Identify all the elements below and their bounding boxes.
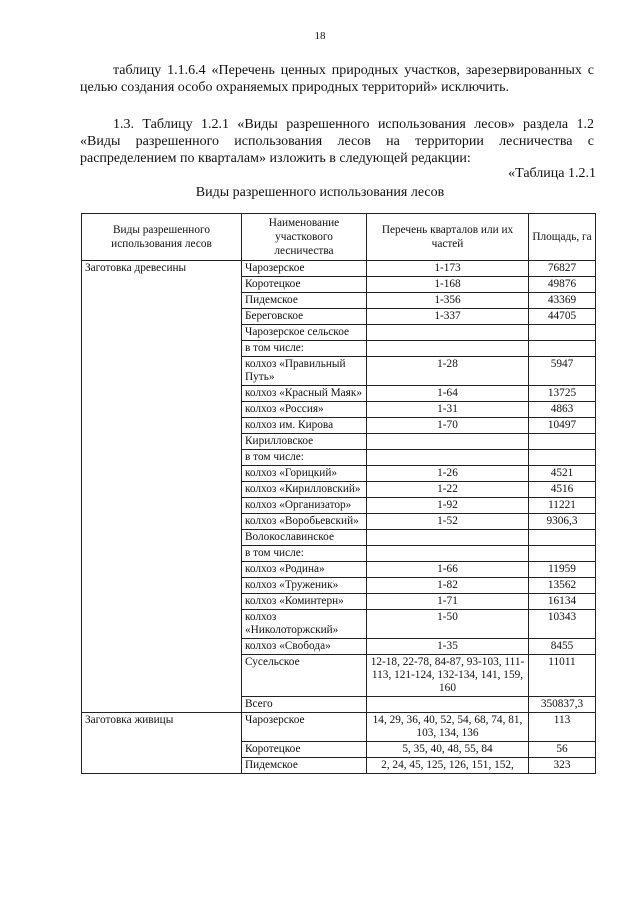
table-reference: «Таблица 1.2.1 — [508, 166, 596, 181]
area-cell: 76827 — [529, 261, 596, 277]
area-cell: 4516 — [529, 482, 596, 498]
area-cell: 323 — [529, 758, 596, 774]
forestry-name-cell: колхоз «Горицкий» — [242, 466, 367, 482]
quarters-cell: 1-50 — [367, 610, 529, 639]
quarters-cell: 14, 29, 36, 40, 52, 54, 68, 74, 81, 103, 134, 136 — [367, 713, 529, 742]
forestry-name-cell: Коротецкое — [242, 742, 367, 758]
quarters-cell: 1-31 — [367, 402, 529, 418]
quarters-cell: 5, 35, 40, 48, 55, 84 — [367, 742, 529, 758]
forestry-name-cell: колхоз «Родина» — [242, 562, 367, 578]
quarters-cell: 1-168 — [367, 277, 529, 293]
quarters-cell: 1-64 — [367, 386, 529, 402]
quarters-cell: 1-71 — [367, 594, 529, 610]
forestry-name-cell: Кирилловское — [242, 434, 367, 450]
quarters-cell: 1-26 — [367, 466, 529, 482]
forestry-name-cell: Пидемское — [242, 758, 367, 774]
quarters-cell: 1-173 — [367, 261, 529, 277]
forestry-name-cell: Береговское — [242, 309, 367, 325]
page-number: 18 — [314, 30, 326, 42]
area-cell: 10497 — [529, 418, 596, 434]
forestry-name-cell: Пидемское — [242, 293, 367, 309]
quarters-cell — [367, 546, 529, 562]
quarters-cell — [367, 341, 529, 357]
quarters-cell: 2, 24, 45, 125, 126, 151, 152, — [367, 758, 529, 774]
area-cell: 350837,3 — [529, 697, 596, 713]
quarters-cell — [367, 325, 529, 341]
area-cell: 11221 — [529, 498, 596, 514]
quarters-cell: 1-356 — [367, 293, 529, 309]
forestry-name-cell: в том числе: — [242, 546, 367, 562]
forestry-name-cell: Коротецкое — [242, 277, 367, 293]
quarters-cell: 1-337 — [367, 309, 529, 325]
forestry-name-cell: в том числе: — [242, 341, 367, 357]
table-row — [82, 713, 596, 742]
area-cell: 4521 — [529, 466, 596, 482]
forestry-name-cell: колхоз «Организатор» — [242, 498, 367, 514]
area-cell: 9306,3 — [529, 514, 596, 530]
table-header-row — [82, 214, 596, 261]
forestry-name-cell: Сусельское — [242, 655, 367, 697]
quarters-cell: 1-28 — [367, 357, 529, 386]
use-type-cell: Заготовка древесины — [82, 261, 242, 713]
quarters-cell — [367, 697, 529, 713]
forestry-name-cell: в том числе: — [242, 450, 367, 466]
quarters-cell: 1-92 — [367, 498, 529, 514]
area-cell: 43369 — [529, 293, 596, 309]
paragraph-2: 1.3. Таблицу 1.2.1 «Виды разрешенного использования лесов» раздела 1.2 «Виды разрешенного использования лесов на территории лесничества с распределением по кварталам» изложить в следующей редакции: — [80, 117, 594, 166]
forestry-name-cell: колхоз «Кирилловский» — [242, 482, 367, 498]
use-type-cell: Заготовка живицы — [82, 713, 242, 774]
area-cell: 49876 — [529, 277, 596, 293]
forestry-name-cell: колхоз «Коминтерн» — [242, 594, 367, 610]
forestry-name-cell: колхоз «Правильный Путь» — [242, 357, 367, 386]
area-cell: 13725 — [529, 386, 596, 402]
land-use-table — [81, 213, 596, 774]
header-area: Площадь, га — [529, 214, 596, 261]
forestry-name-cell: Волокославинское — [242, 530, 367, 546]
forestry-name-cell: Чарозерское — [242, 261, 367, 277]
area-cell: 44705 — [529, 309, 596, 325]
area-cell — [529, 530, 596, 546]
area-cell: 16134 — [529, 594, 596, 610]
header-forestry-name: Наименование участкового лесничества — [242, 214, 367, 261]
quarters-cell: 1-70 — [367, 418, 529, 434]
area-cell — [529, 341, 596, 357]
quarters-cell — [367, 450, 529, 466]
forestry-name-cell: колхоз «Свобода» — [242, 639, 367, 655]
area-cell: 56 — [529, 742, 596, 758]
area-cell: 4863 — [529, 402, 596, 418]
forestry-name-cell: Всего — [242, 697, 367, 713]
header-quarters: Перечень кварталов или их частей — [367, 214, 529, 261]
quarters-cell: 1-35 — [367, 639, 529, 655]
quarters-cell: 1-22 — [367, 482, 529, 498]
area-cell — [529, 450, 596, 466]
table-row — [82, 261, 596, 277]
forestry-name-cell: колхоз «Красный Маяк» — [242, 386, 367, 402]
forestry-name-cell: колхоз «Николоторжский» — [242, 610, 367, 639]
area-cell: 113 — [529, 713, 596, 742]
forestry-name-cell: колхоз «Труженик» — [242, 578, 367, 594]
quarters-cell: 12-18, 22-78, 84-87, 93-103, 111-113, 121-124, 132-134, 141, 159, 160 — [367, 655, 529, 697]
area-cell — [529, 434, 596, 450]
area-cell: 5947 — [529, 357, 596, 386]
area-cell — [529, 546, 596, 562]
forestry-name-cell: колхоз «Россия» — [242, 402, 367, 418]
area-cell: 8455 — [529, 639, 596, 655]
forestry-name-cell: колхоз «Воробьевский» — [242, 514, 367, 530]
quarters-cell — [367, 530, 529, 546]
quarters-cell: 1-52 — [367, 514, 529, 530]
area-cell — [529, 325, 596, 341]
area-cell: 13562 — [529, 578, 596, 594]
quarters-cell: 1-82 — [367, 578, 529, 594]
quarters-cell: 1-66 — [367, 562, 529, 578]
paragraph-1: таблицу 1.1.6.4 «Перечень ценных природных участков, зарезервированных с целью создания особо охраняемых природных территорий» исключить. — [80, 63, 594, 95]
forestry-name-cell: Чарозерское — [242, 713, 367, 742]
forestry-name-cell: колхоз им. Кирова — [242, 418, 367, 434]
header-use-type: Виды разрешенного использования лесов — [82, 214, 242, 261]
forestry-name-cell: Чарозерское сельское — [242, 325, 367, 341]
quarters-cell — [367, 434, 529, 450]
area-cell: 11011 — [529, 655, 596, 697]
table-title: Виды разрешенного использования лесов — [195, 185, 445, 200]
area-cell: 10343 — [529, 610, 596, 639]
area-cell: 11959 — [529, 562, 596, 578]
